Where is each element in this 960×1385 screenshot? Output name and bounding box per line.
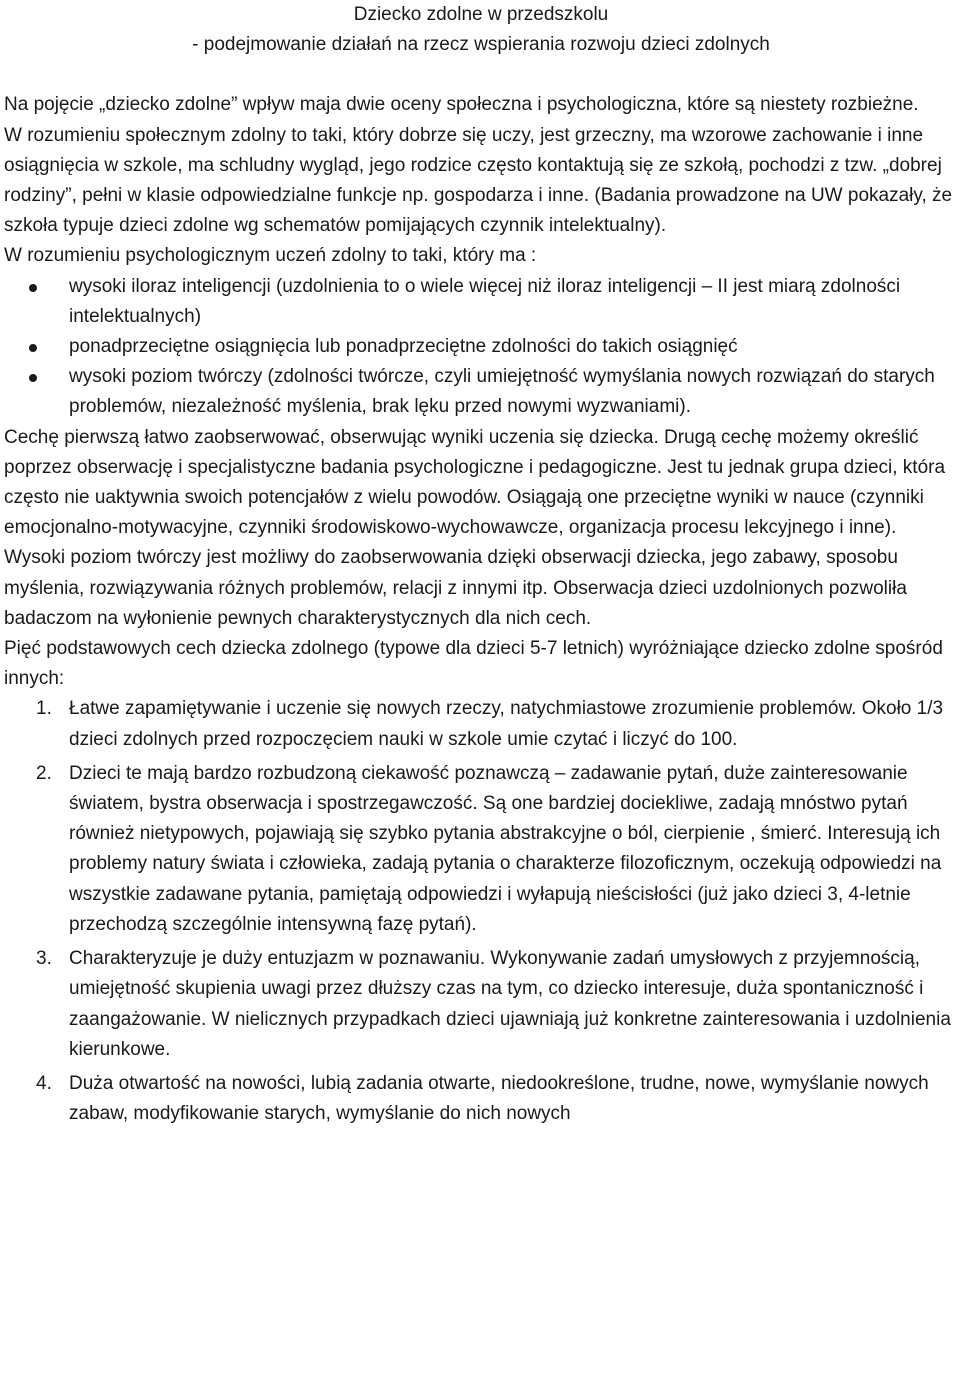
numbered-item [4, 1069, 958, 1129]
bullet-dot-icon [29, 344, 37, 352]
numbered-list [4, 694, 958, 1129]
bullet-item [4, 272, 958, 332]
bullet-dot-icon [29, 374, 37, 382]
bullet-item [4, 332, 958, 362]
document-title [4, 0, 958, 60]
bullet-text: wysoki poziom twórczy (zdolności twórcze, czyli umiejętność wymyślania nowych rozwiązań do starych problemów, niezależność myślenia, brak lęku przed nowymi wyzwaniami). [69, 366, 935, 418]
item-text: Łatwe zapamiętywanie i uczenie się nowych rzeczy, natychmiastowe zrozumienie problemów. Około 1/3 dzieci zdolnych przed rozpoczęciem nauki w szkole umie czytać i liczyć do 100. [69, 698, 944, 750]
item-number: 1. [36, 698, 52, 720]
item-number: 4. [36, 1072, 52, 1094]
item-text: Duża otwartość na nowości, lubią zadania otwarte, niedookreślone, trudne, nowe, wymyślanie nowych zabaw, modyfikowanie starych, wymyślanie do nich nowych [69, 1072, 929, 1125]
title-line-1: Dziecko zdolne w przedszkolu [353, 4, 609, 25]
item-number: 2. [36, 762, 52, 784]
item-text: Dzieci te mają bardzo rozbudzoną ciekawość poznawczą – zadawanie pytań, duże zainteresowanie światem, bystra obserwacja i spostrzegawczość. Są one bardziej dociekliwe, zadają mnóstwo pytań również nietypowych, pojawiają się szybko pytania abstrakcyjne o ból, cierpienie , śmierć. Interesują ich problemy natury świata i człowieka, zadają pytania o charakterze filozoficznym, oczekują odpowiedzi na wszystkie zadawane pytania, pamiętają odpowiedzi i wyłapują nieścisłości (już jako dzieci 3, 4-letnie przechodzą szczególnie intensywną fazę pytań). [69, 762, 942, 935]
social-definition-paragraph: W rozumieniu społecznym zdolny to taki, który dobrze się uczy, jest grzeczny, ma wzorowe zachowanie i inne osiągnięcia w szkole, ma schludny wygląd, jego rodzice często kontaktują się ze szkołą, pochodzi z tzw. „dobrej rodziny”, pełni w klasie odpowiedzialne funkcje np. gospodarza i inne. (Badania prowadzone na UW pokazały, że szkoła typuje dzieci zdolne wg schematów pomijających czynnik intelektualny). [4, 124, 953, 237]
title-line-2: - podejmowanie działań na rzecz wspierania rozwoju dzieci zdolnych [192, 34, 770, 56]
numbered-item [4, 759, 958, 940]
item-text: Charakteryzuje je duży entuzjazm w poznawaniu. Wykonywanie zadań umysłowych z przyjemnością, umiejętność skupienia uwagi przez dłuższy czas na tym, co dziecko interesuje, duża spontaniczność i zaangażowanie. W nielicznych przypadkach dzieci ujawniają już konkretne zainteresowania i uzdolnienia kierunkowe. [69, 948, 951, 1060]
bullet-dot-icon [29, 284, 37, 292]
intro-paragraph: Na pojęcie „dziecko zdolne” wpływ maja dwie oceny społeczna i psychologiczna, które są niestety rozbieżne. [4, 94, 919, 116]
numbered-item [4, 944, 958, 1065]
bullet-item [4, 362, 958, 422]
bullet-text: wysoki iloraz inteligencji (uzdolnienia to o wiele więcej niż iloraz inteligencji – II jest miarą zdolności intelektualnych) [69, 275, 901, 327]
five-features-intro: Pięć podstawowych cech dziecka zdolnego (typowe dla dzieci 5-7 letnich) wyróżniające dziecko zdolne spośród innych: [4, 638, 943, 690]
item-number: 3. [36, 948, 52, 970]
psychological-definition-intro: W rozumieniu psychologicznym uczeń zdolny to taki, który ma : [4, 245, 537, 267]
numbered-item [4, 694, 958, 754]
observation-paragraph: Cechę pierwszą łatwo zaobserwować, obserwując wyniki uczenia się dziecka. Drugą cechę możemy określić poprzez obserwację i specjalistyczne badania psychologiczne i pedagogiczne. Jest tu jednak grupa dzieci, która często nie uaktywnia swoich potencjałów z wielu powodów. Osiągają one przeciętne wyniki w nauce (czynniki emocjonalno-motywacyjne, czynniki środowiskowo-wychowawcze, organizacja procesu lekcyjnego i inne). Wysoki poziom twórczy jest możliwy do zaobserwowania dzięki obserwacji dziecka, jego zabawy, sposobu myślenia, rozwiązywania różnych problemów, relacji z innymi itp. Obserwacja dzieci uzdolnionych pozwoliła badaczom na wyłonienie pewnych charakterystycznych dla nich cech. [4, 426, 946, 629]
bullet-text: ponadprzeciętne osiągnięcia lub ponadprzeciętne zdolności do takich osiągnięć [69, 336, 738, 358]
blank-line [4, 60, 958, 90]
bullet-list [4, 272, 958, 423]
document-page [4, 0, 958, 1133]
